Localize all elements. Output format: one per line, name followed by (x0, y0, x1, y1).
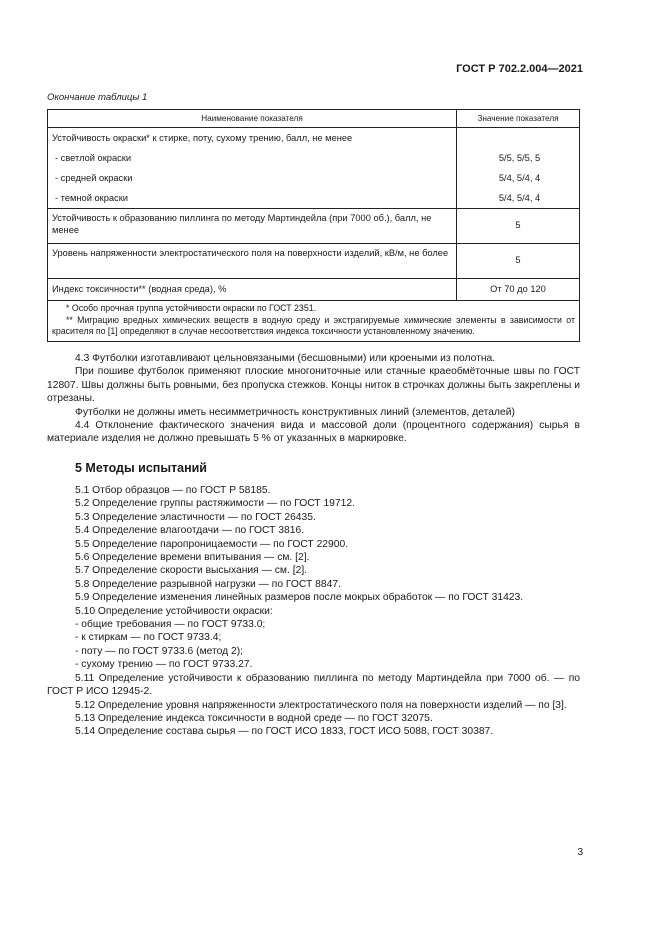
paragraph: При пошиве футболок применяют плоские многониточные или стачные краеобмёточные швы по ГОСТ 12807. Швы должны быть ровными, без пропуска стежков. Концы ниток в строчках должны быть закреплены и отрезаны. (47, 366, 580, 405)
paragraph: 4.4 Отклонение фактического значения вида и массовой доли (процентного содержания) сырья в материале изделия не должно превышать 5 % от указанных в маркировке. (47, 420, 580, 445)
electrostatic-label: Уровень напряженности электростатического поля на поверхности изделий, кВ/м, не более (48, 244, 457, 279)
list-item: 5.1 Отбор образцов — по ГОСТ Р 58185. (75, 485, 271, 496)
table-notes-row (48, 301, 580, 342)
list-item: 5.12 Определение уровня напряженности электростатического поля на поверхности изделий — по [3]. (75, 699, 567, 711)
list-item: 5.3 Определение эластичности — по ГОСТ 26435. (75, 511, 316, 523)
list-item: 5.2 Определение группы растяжимости — по ГОСТ 19712. (75, 498, 355, 510)
fastness-medium-label: - средней окраски (55, 173, 133, 183)
table-row (48, 209, 580, 244)
list-item: - поту — по ГОСТ 9733.6 (метод 2); (75, 645, 244, 657)
note-1: * Особо прочная группа устойчивости окраски по ГОСТ 2351. (66, 303, 317, 313)
paragraph: Футболки не должны иметь несимметричность конструктивных линий (элементов, деталей) (75, 406, 515, 418)
specifications-table (47, 109, 580, 342)
list-item: 5.9 Определение изменения линейных размеров после мокрых обработок — по ГОСТ 31423. (75, 592, 524, 604)
table-row (48, 244, 580, 279)
list-item: 5.11 Определение устойчивости к образованию пиллинга по методу Мартиндейла при 7000 об. — по ГОСТ Р ИСО 12945-2. (47, 672, 580, 698)
list-item: 5.4 Определение влагоотдачи — по ГОСТ 3816. (75, 525, 305, 537)
list-item: - к стиркам — по ГОСТ 9733.4; (75, 632, 222, 644)
section-title: 5 Методы испытаний (75, 461, 207, 475)
pilling-label: Устойчивость к образованию пиллинга по методу Мартиндейла (при 7000 об.), балл, не менее (48, 209, 457, 244)
col-header-indicator: Наименование показателя (48, 110, 457, 128)
list-item: 5.7 Определение скорости высыхания — см. [2]. (75, 565, 308, 577)
table-header-row (48, 110, 580, 128)
note-2: ** Миграцию вредных химических веществ в водную среду и экстрагируемые химические элементы в зависимости от красителя по [1] определяют в случае несоответствия индекса токсичности установленному значению. (52, 314, 575, 337)
list-item: 5.8 Определение разрывной нагрузки — по ГОСТ 8847. (75, 578, 341, 590)
fastness-light-label: - светлой окраски (55, 153, 132, 163)
fastness-dark-label: - темной окраски (55, 193, 128, 203)
paragraph: 4.3 Футболки изготавливают цельновязаными (бесшовными) или кроеными из полотна. (75, 353, 496, 364)
fastness-dark-value: 5/4, 5/4, 4 (498, 193, 541, 203)
electrostatic-value: 5 (457, 244, 580, 279)
fastness-light-value: 5/5, 5/5, 5 (498, 153, 541, 163)
methods-list (47, 484, 580, 739)
page-number: 3 (577, 847, 583, 858)
list-item: 5.5 Определение паропроницаемости — по ГОСТ 22900. (75, 538, 349, 550)
table-row (48, 128, 580, 209)
table-caption: Окончание таблицы 1 (47, 92, 148, 103)
table-row (48, 279, 580, 301)
list-item: 5.6 Определение времени впитывания — см. [2]. (75, 552, 310, 564)
list-item: 5.10 Определение устойчивости окраски: (75, 605, 273, 617)
requirements-text (47, 352, 580, 446)
list-item: - общие требования — по ГОСТ 9733.0; (75, 619, 266, 631)
table-notes (48, 301, 580, 342)
fastness-cell (48, 128, 457, 209)
toxicity-label: Индекс токсичности** (водная среда), % (48, 279, 457, 301)
pilling-value: 5 (457, 209, 580, 244)
fastness-values-cell (457, 128, 580, 209)
toxicity-value: От 70 до 120 (457, 279, 580, 301)
col-header-value: Значение показателя (457, 110, 580, 128)
fastness-label: Устойчивость окраски* к стирке, поту, сухому трению, балл, не менее (52, 133, 353, 143)
fastness-medium-value: 5/4, 5/4, 4 (498, 173, 541, 183)
document-code: ГОСТ Р 702.2.004—2021 (456, 63, 583, 75)
list-item: 5.14 Определение состава сырья — по ГОСТ ИСО 1833, ГОСТ ИСО 5088, ГОСТ 30387. (75, 726, 494, 738)
list-item: 5.13 Определение индекса токсичности в водной среде — по ГОСТ 32075. (75, 712, 433, 724)
list-item: - сухому трению — по ГОСТ 9733.27. (75, 659, 253, 671)
